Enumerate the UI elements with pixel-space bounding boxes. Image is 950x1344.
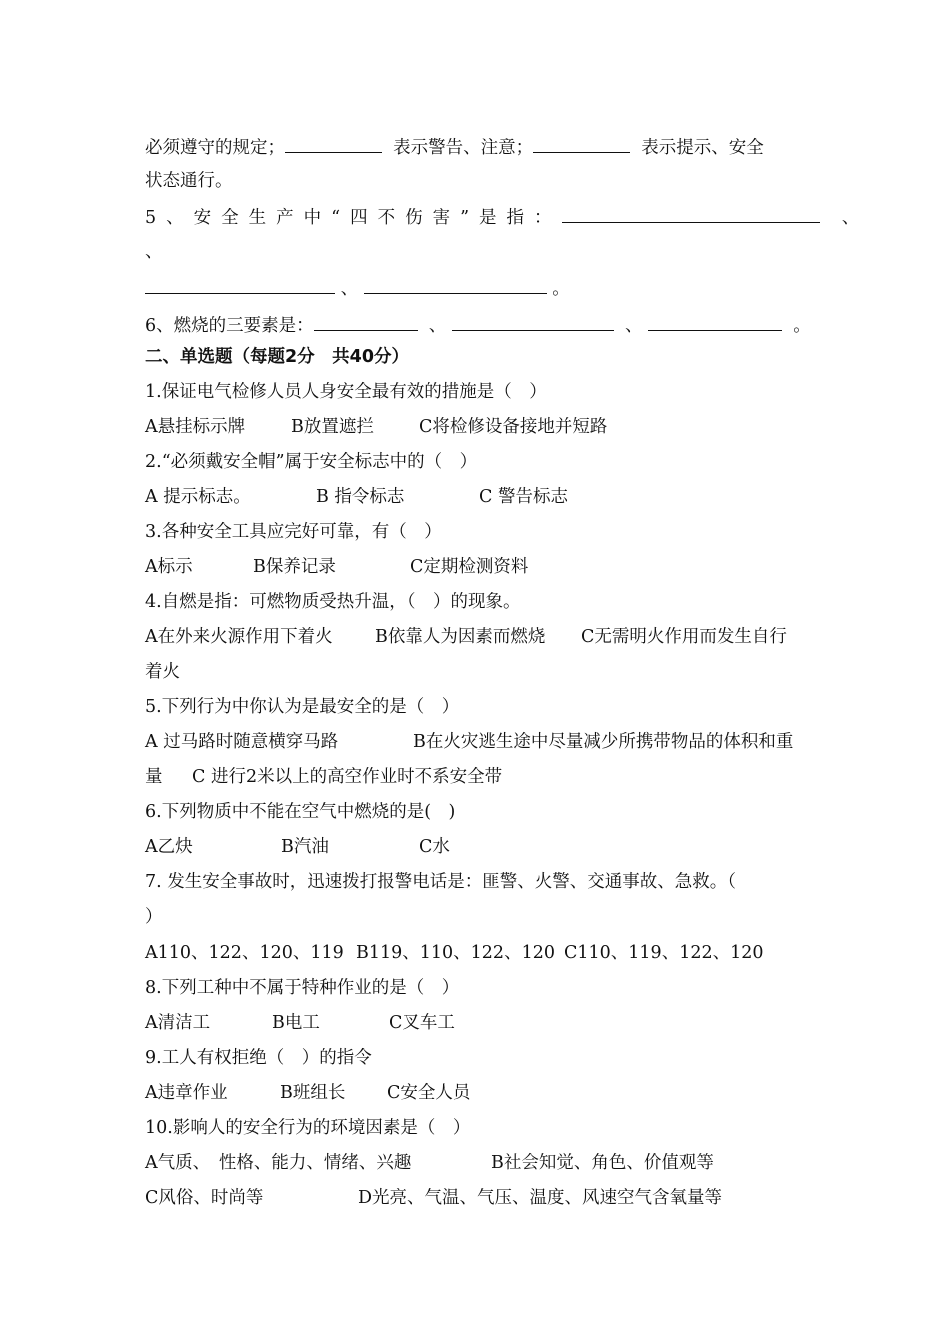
question-9: 9.工人有权拒绝（ ）的指令 bbox=[145, 1048, 372, 1068]
option-b[interactable]: B在火灾逃生途中尽量减少所携带物品的体积和重 bbox=[413, 732, 794, 752]
options-9 bbox=[145, 1081, 470, 1105]
answer-blank[interactable] bbox=[452, 312, 614, 331]
option-c[interactable]: C叉车工 bbox=[389, 1013, 455, 1033]
fill-text: 、 bbox=[340, 279, 359, 299]
fill-text: 表示警告、注意； bbox=[393, 138, 534, 158]
question-8: 8.下列工种中不属于特种作业的是（ ） bbox=[145, 978, 460, 998]
question-5-fill bbox=[145, 204, 859, 230]
question-10: 10.影响人的安全行为的环境因素是（ ） bbox=[145, 1118, 471, 1138]
question-5: 5.下列行为中你认为是最安全的是（ ） bbox=[145, 697, 460, 717]
option-b[interactable]: B社会知觉、角色、价值观等 bbox=[491, 1153, 714, 1173]
question-1: 1.保证电气检修人员人身安全最有效的措施是（ ） bbox=[145, 382, 547, 402]
option-a[interactable]: A 过马路时随意横穿马路 bbox=[145, 732, 339, 752]
question-5-line-2 bbox=[145, 240, 163, 264]
option-a[interactable]: A在外来火源作用下着火 bbox=[145, 627, 333, 647]
fill-text: 表示提示、安全 bbox=[641, 138, 764, 158]
question-6: 6.下列物质中不能在空气中燃烧的是( ) bbox=[145, 802, 456, 822]
option-c[interactable]: C水 bbox=[419, 837, 450, 857]
options-1 bbox=[145, 415, 607, 439]
options-10 bbox=[145, 1151, 714, 1175]
option-a[interactable]: A违章作业 bbox=[145, 1083, 228, 1103]
fill-text: 、 bbox=[625, 316, 643, 336]
option-c[interactable]: C安全人员 bbox=[387, 1083, 471, 1103]
question-4: 4.自燃是指：可燃物质受热升温，（ ）的现象。 bbox=[145, 592, 521, 612]
answer-blank[interactable] bbox=[314, 312, 418, 331]
option-a[interactable]: A悬挂标示牌 bbox=[145, 417, 246, 437]
fill-line-1 bbox=[145, 134, 764, 160]
option-b-cont: 量 bbox=[145, 767, 163, 787]
options-4 bbox=[145, 625, 787, 649]
option-b[interactable]: B119、110、122、120 bbox=[356, 943, 555, 963]
option-b[interactable]: B班组长 bbox=[280, 1083, 346, 1103]
option-b[interactable]: B保养记录 bbox=[253, 557, 336, 577]
option-b[interactable]: B依靠人为因素而燃烧 bbox=[375, 627, 546, 647]
question-text: 6、燃烧的三要素是： bbox=[145, 316, 314, 336]
answer-blank[interactable] bbox=[562, 204, 820, 223]
question-5-line-3 bbox=[145, 275, 570, 301]
fill-text: 必须遵守的规定； bbox=[145, 138, 285, 158]
option-c[interactable]: C110、119、122、120 bbox=[564, 943, 764, 963]
answer-blank[interactable] bbox=[145, 275, 335, 294]
fill-text: 、 bbox=[428, 316, 447, 336]
option-a[interactable]: A标示 bbox=[145, 557, 193, 577]
options-8 bbox=[145, 1011, 455, 1035]
question-6-fill bbox=[145, 312, 811, 338]
option-c[interactable]: C将检修设备接地并短路 bbox=[419, 417, 608, 437]
option-a[interactable]: A清洁工 bbox=[145, 1013, 211, 1033]
fill-text: 、 bbox=[145, 242, 163, 262]
option-c[interactable]: C定期检测资料 bbox=[410, 557, 529, 577]
option-b[interactable]: B 指令标志 bbox=[316, 487, 405, 507]
option-b[interactable]: B电工 bbox=[272, 1013, 320, 1033]
option-c[interactable]: C无需明火作用而发生自行 bbox=[581, 627, 787, 647]
options-7 bbox=[145, 941, 764, 965]
answer-blank[interactable] bbox=[285, 134, 382, 153]
section-heading: 二、单选题（每题2分 共40分） bbox=[145, 347, 410, 367]
fill-text: 。 bbox=[552, 279, 570, 299]
option-c[interactable]: C 进行2米以上的高空作业时不系安全带 bbox=[192, 767, 503, 787]
answer-blank[interactable] bbox=[533, 134, 630, 153]
question-2: 2.“必须戴安全帽”属于安全标志中的（ ） bbox=[145, 452, 478, 472]
options-6 bbox=[145, 835, 450, 859]
options-5 bbox=[145, 730, 793, 754]
option-b[interactable]: B汽油 bbox=[281, 837, 329, 857]
options-4-cont: 着火 bbox=[145, 662, 180, 682]
fill-text: 状态通行。 bbox=[145, 171, 233, 191]
option-a[interactable]: A 提示标志。 bbox=[145, 487, 251, 507]
options-5-cont bbox=[145, 765, 502, 789]
question-text: 5、安全生产中“四不伤害”是指： bbox=[145, 208, 562, 228]
options-3 bbox=[145, 555, 528, 579]
fill-text: 、 bbox=[841, 208, 860, 228]
option-c[interactable]: C 警告标志 bbox=[479, 487, 568, 507]
option-a[interactable]: A乙炔 bbox=[145, 837, 193, 857]
option-b[interactable]: B放置遮拦 bbox=[291, 417, 374, 437]
option-a[interactable]: A110、122、120、119 bbox=[145, 943, 344, 963]
question-3: 3.各种安全工具应完好可靠，有（ ） bbox=[145, 522, 442, 542]
option-c[interactable]: C风俗、时尚等 bbox=[145, 1188, 264, 1208]
answer-blank[interactable] bbox=[648, 312, 782, 331]
options-10-row-2 bbox=[145, 1186, 722, 1210]
fill-text: 。 bbox=[793, 316, 811, 336]
fill-line-2 bbox=[145, 169, 233, 193]
option-d[interactable]: D光亮、气温、气压、温度、风速空气含氧量等 bbox=[358, 1188, 723, 1208]
question-7-cont: ） bbox=[145, 907, 163, 927]
option-a[interactable]: A气质、 性格、能力、情绪、兴趣 bbox=[145, 1153, 412, 1173]
options-2 bbox=[145, 485, 568, 509]
question-7: 7. 发生安全事故时，迅速拨打报警电话是：匪警、火警、交通事故、急救。（ bbox=[145, 872, 737, 892]
answer-blank[interactable] bbox=[364, 275, 547, 294]
